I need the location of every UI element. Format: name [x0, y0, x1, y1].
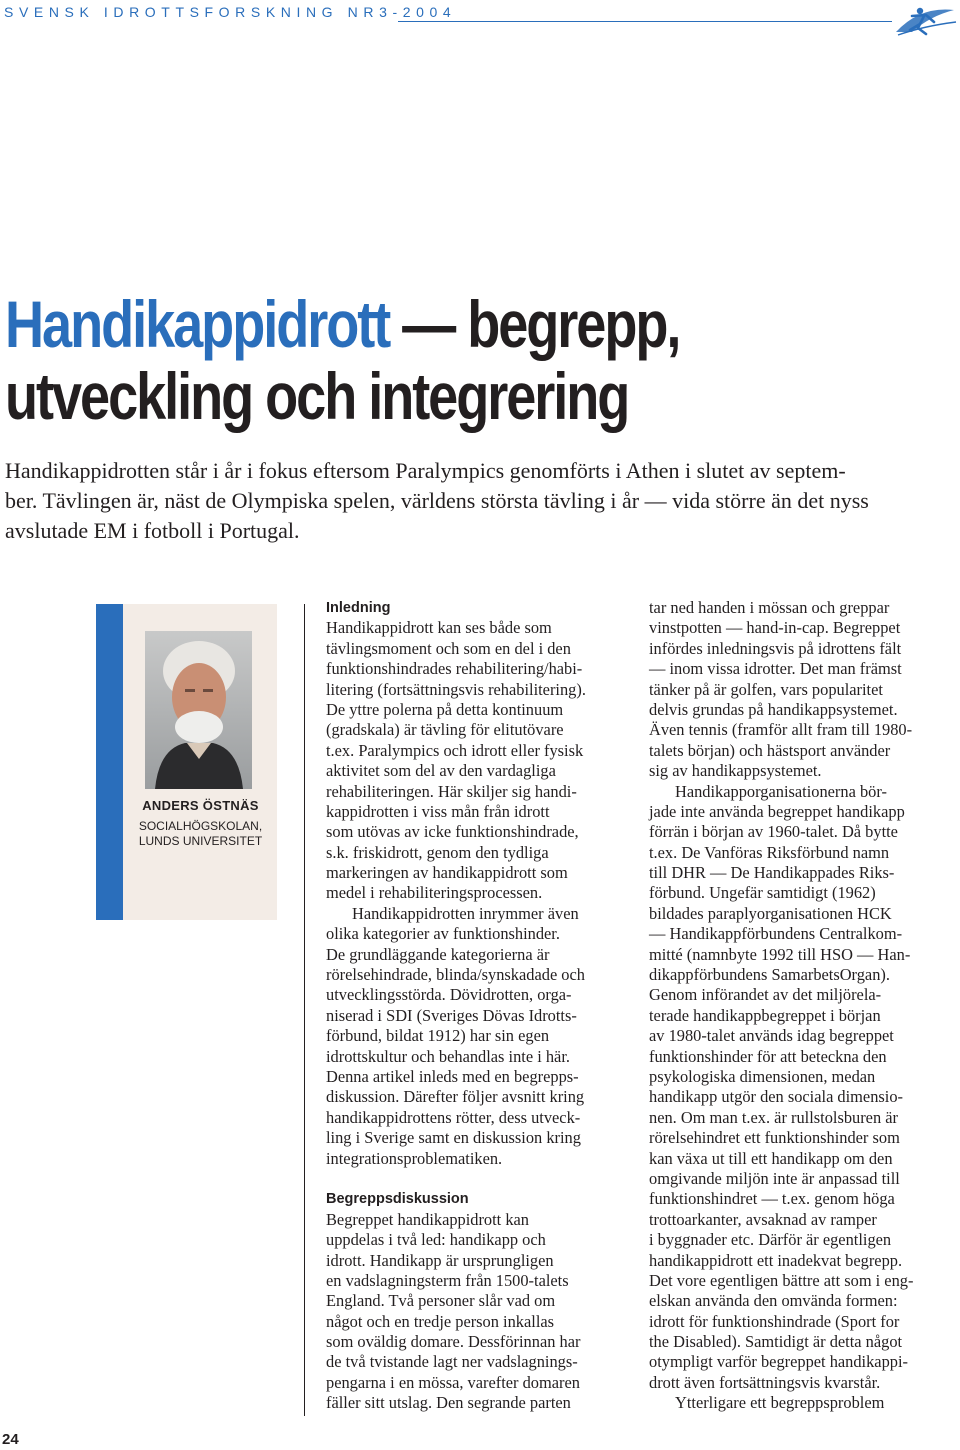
running-figure-logo-icon	[890, 2, 958, 38]
body-line: tänker på är golfen, vars popularitet	[649, 679, 883, 699]
body-line: De yttre polerna på detta kontinuum	[326, 699, 564, 719]
body-line: trottoarkanter, avsaknad av ramper	[649, 1209, 877, 1229]
body-line: infördes inledningsvis på idrottens fält	[649, 638, 902, 658]
body-line: förrän i början av 1960-talet. Då bytte	[649, 822, 898, 842]
body-line: tar ned handen i mössan och greppar	[649, 598, 890, 617]
body-line: uppdelas i två led: handikapp och	[326, 1230, 546, 1250]
author-affiliation	[124, 819, 277, 849]
lead-line: avslutade EM i fotboll i Portugal.	[5, 518, 300, 543]
author-affiliation-line: LUNDS UNIVERSITET	[138, 834, 263, 848]
body-column-middle	[326, 598, 630, 1414]
title-keyword: Handikappidrott	[5, 287, 390, 361]
section-heading: Begreppsdiskussion	[326, 1191, 469, 1208]
body-line: förbund. Ungefär samtidigt (1962)	[649, 883, 876, 903]
body-line: elskan använda den omvända formen:	[649, 1291, 898, 1311]
body-line: aktivitet som del av den vardagliga	[326, 761, 556, 781]
body-line: Denna artikel inleds med en begrepps-	[326, 1066, 579, 1086]
body-line: terade handikappbegreppet i början	[649, 1005, 881, 1025]
body-line: en vadslagningsterm från 1500-talets	[326, 1270, 569, 1290]
body-line: sig av handikappsystemet.	[649, 761, 822, 781]
body-line: idrott för funktionshindrade (Sport for	[649, 1311, 900, 1331]
body-line: niserad i SDI (Sveriges Dövas Idrotts-	[326, 1005, 577, 1025]
body-line: litering (fortsättningsvis rehabilitering).	[326, 679, 586, 699]
body-line: i byggnader etc. Därför är egentligen	[649, 1230, 892, 1250]
body-line: Handikappidrotten inrymmer även	[352, 903, 579, 923]
body-line: handikappidrottens rötter, dess utveck-	[326, 1107, 581, 1127]
paragraph-gap	[326, 1169, 630, 1189]
body-line: vinstpotten — hand-in-cap. Begreppet	[649, 618, 901, 638]
body-line: England. Två personer slår vad om	[326, 1291, 556, 1311]
body-line: rehabiliteringen. Här skiljer sig handi-	[326, 781, 577, 801]
body-line: av 1980-talet används idag begreppet	[649, 1026, 894, 1046]
body-line: jade inte använda begreppet handikapp	[649, 801, 905, 821]
body-line: funktionshinder för att beteckna den	[649, 1046, 887, 1066]
body-line: dikappförbundens SamarbetsOrgan).	[649, 965, 890, 985]
body-line: mitté (namnbyte 1992 till HSO — Han-	[649, 944, 911, 964]
body-line: Handikappidrott kan ses både som	[326, 618, 552, 638]
body-line: nen. Om man t.ex. är rullstolsburen är	[649, 1107, 898, 1127]
body-line: rörelsehindrade, blinda/synskadade och	[326, 965, 585, 985]
body-line: de två tvistande lagt ner vadslagnings-	[326, 1352, 578, 1372]
body-line: markeringen av handikappidrott som	[326, 863, 568, 883]
body-line: funktionshindret — t.ex. genom höga	[649, 1189, 895, 1209]
body-line: t.ex. Paralympics och idrott eller fysisk	[326, 740, 584, 760]
title-line2: utveckling och integrering	[5, 359, 629, 433]
body-line: — inom vissa idrotter. Det man främst	[649, 659, 902, 679]
body-line: Begreppet handikappidrott kan	[326, 1209, 530, 1229]
author-photo	[145, 631, 252, 789]
body-line: otympligt varför begreppet handikappi-	[649, 1352, 908, 1372]
body-line: psykologiska dimensionen, medan	[649, 1066, 876, 1086]
body-line: idrott. Handikapp är ursprungligen	[326, 1250, 554, 1270]
journal-header: SVENSK IDROTTSFORSKNING NR3-2004	[4, 4, 457, 20]
body-line: rörelsehindret ett funktionshinder som	[649, 1128, 900, 1148]
column-divider	[304, 604, 305, 1416]
body-line: olika kategorier av funktionshinder.	[326, 924, 560, 944]
body-line: medel i rehabiliteringsprocessen.	[326, 883, 543, 903]
body-column-right	[649, 598, 955, 1414]
body-line: the Disabled). Samtidigt är detta något	[649, 1332, 903, 1352]
body-line: ling i Sverige samt en diskussion kring	[326, 1128, 581, 1148]
body-line: integrationsproblematiken.	[326, 1148, 503, 1168]
body-line: delvis grundas på handikappsystemet.	[649, 699, 898, 719]
body-line: drott även fortsättningsvis kvarstår.	[649, 1372, 881, 1392]
body-line: fäller sitt utslag. Den segrande parten	[326, 1393, 571, 1413]
body-line: Handikapporganisationerna bör-	[675, 781, 887, 801]
section-heading: Inledning	[326, 600, 391, 616]
body-line: förbund, bildat 1912) har sin egen	[326, 1026, 550, 1046]
body-line: Även tennis (framför allt fram till 1980-	[649, 720, 913, 740]
body-line: handikapp utgör den sociala dimensio-	[649, 1087, 903, 1107]
author-name: ANDERS ÖSTNÄS	[142, 798, 259, 813]
lead-line: ber. Tävlingen är, näst de Olympiska spelen, världens största tävling i år — vida större än det nyss	[5, 488, 869, 513]
body-line: bildades paraplyorganisationen HCK	[649, 903, 892, 923]
body-line: t.ex. De Vanföras Riksförbund namn	[649, 842, 890, 862]
body-line: till DHR — De Handikappades Riks-	[649, 863, 895, 883]
body-line: kappidrotten i viss mån från idrott	[326, 801, 550, 821]
author-affiliation-line: SOCIALHÖGSKOLAN,	[138, 819, 263, 833]
body-line: något och en tredje person inkallas	[326, 1311, 555, 1331]
body-line: funktionshindrades rehabilitering/habi-	[326, 659, 583, 679]
body-line: som oväldig domare. Dessförinnan har	[326, 1332, 581, 1352]
body-line: — Handikappförbundens Centralkom-	[649, 924, 903, 944]
body-line: s.k. friskidrott, genom den tydliga	[326, 842, 549, 862]
body-line: utvecklingsstörda. Dövidrotten, orga-	[326, 985, 572, 1005]
body-line: omgivande miljön inte är anpassad till	[649, 1168, 900, 1188]
title-rest: — begrepp,	[389, 287, 680, 361]
body-line: handikappidrott ett inadekvat begrepp.	[649, 1250, 903, 1270]
body-line: Genom införandet av det miljörela-	[649, 985, 882, 1005]
lead-paragraph	[5, 456, 950, 546]
header-rule	[398, 21, 892, 22]
body-line: kan växa ut till ett handikapp om den	[649, 1148, 893, 1168]
body-line: idrottskultur och behandlas inte i här.	[326, 1046, 570, 1066]
body-line: som utövas av icke funktionshindrade,	[326, 822, 579, 842]
body-line: Det vore egentligen bättre att som i eng-	[649, 1270, 914, 1290]
article-title	[5, 288, 784, 432]
author-box-stripe	[96, 604, 123, 920]
body-line: tävlingsmoment och som en del i den	[326, 638, 571, 658]
body-line: Ytterligare ett begreppsproblem	[675, 1393, 885, 1413]
body-line: pengarna i en mössa, varefter domaren	[326, 1372, 580, 1392]
body-line: (gradskala) är tävling för elitutövare	[326, 720, 564, 740]
body-line: De grundläggande kategorierna är	[326, 944, 550, 964]
body-line: talets början) och hästsport använder	[649, 740, 891, 760]
page-number: 24	[2, 1431, 19, 1448]
lead-line: Handikappidrotten står i år i fokus eftersom Paralympics genomförts i Athen i slutet av septem-	[5, 458, 846, 483]
body-line: diskussion. Därefter följer avsnitt kring	[326, 1087, 585, 1107]
